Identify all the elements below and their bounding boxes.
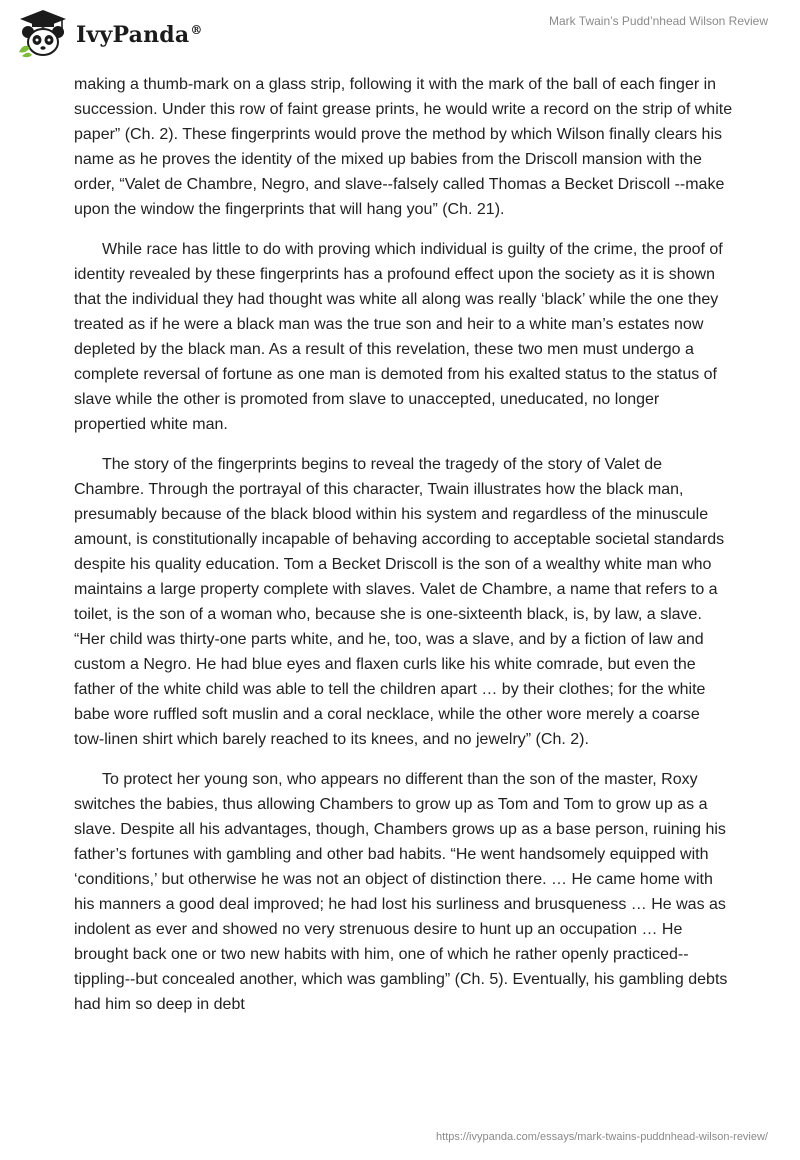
brand-logo[interactable] [16,8,203,58]
paragraph: While race has little to do with proving which individual is guilty of the crime, the proof of identity revealed by these fingerprints has a profound effect upon the society as it is shown that the individual they had thought was white all along was really ‘black’ while the one they treated as if he were a black man was the true son and heir to a white man’s estates now depleted by the black man. As a result of this revelation, these two men must undergo a complete reversal of fortune as one man is demoted from his exalted status to the status of slave while the other is promoted from slave to unaccepted, uneducated, no longer propertied white man. [74,241,723,433]
paragraph: To protect her young son, who appears no different than the son of the master, Roxy switches the babies, thus allowing Chambers to grow up as Tom and Tom to grow up as a slave. Despite all his advantages, though, Chambers grows up as a base person, ruining his father’s fortunes with gambling and other bad habits. “He went handsomely equipped with ‘conditions,’ but otherwise he was not an object of distinction there. … He came home with his manners a good deal improved; he had lost his surliness and brusqueness … He was as indolent as ever and showed no very strenuous desire to hunt up an occupation … He brought back one or two new habits with him, one of which he rather openly practiced--tippling--but concealed another, which was gambling” (Ch. 5). Eventually, his gambling debts had him so deep in debt [74,771,728,1013]
registered-mark: ® [190,22,203,37]
paragraph: The story of the fingerprints begins to reveal the tragedy of the story of Valet de Chambre. Through the portrayal of this character, Twain illustrates how the black man, presumably because of the black blood within his system and regardless of the minuscule amount, is constitutionally incapable of behaving according to acceptable societal standards despite his quality education. Tom a Becket Driscoll is the son of a wealthy white man who maintains a large property complete with slaves. Valet de Chambre, a name that refers to a toilet, is the son of a woman who, because she is one-sixteenth black, is, by law, a slave. “Her child was thirty-one parts white, and he, too, was a slave, and by a fiction of law and custom a Negro. He had blue eyes and flaxen curls like his white comrade, but even the father of the white child was able to tell the children apart … by their clothes; for the white babe wore ruffled soft muslin and a coral necklace, while the other wore merely a coarse tow-linen shirt which barely reached to its knees, and no jewelry” (Ch. 2). [74,456,725,748]
page-header [0,0,800,66]
paragraph: making a thumb-mark on a glass strip, following it with the mark of the ball of each finger in succession. Under this row of faint grease prints, he would write a record on the strip of white paper” (Ch. 2). These fingerprints would prove the method by which Wilson finally clears his name as he proves the identity of the mixed up babies from the Driscoll mansion with the order, “Valet de Chambre, Negro, and slave--falsely called Thomas a Becket Driscoll --make upon the window the fingerprints that will hang you” (Ch. 21). [74,76,733,218]
panda-graduate-icon [16,8,70,58]
source-url[interactable]: https://ivypanda.com/essays/mark-twains-puddnhead-wilson-review/ [436,1131,768,1143]
document-title: Mark Twain’s Pudd’nhead Wilson Review [549,14,768,28]
brand-name: IvyPanda® [76,22,203,48]
essay-body [74,72,734,1032]
